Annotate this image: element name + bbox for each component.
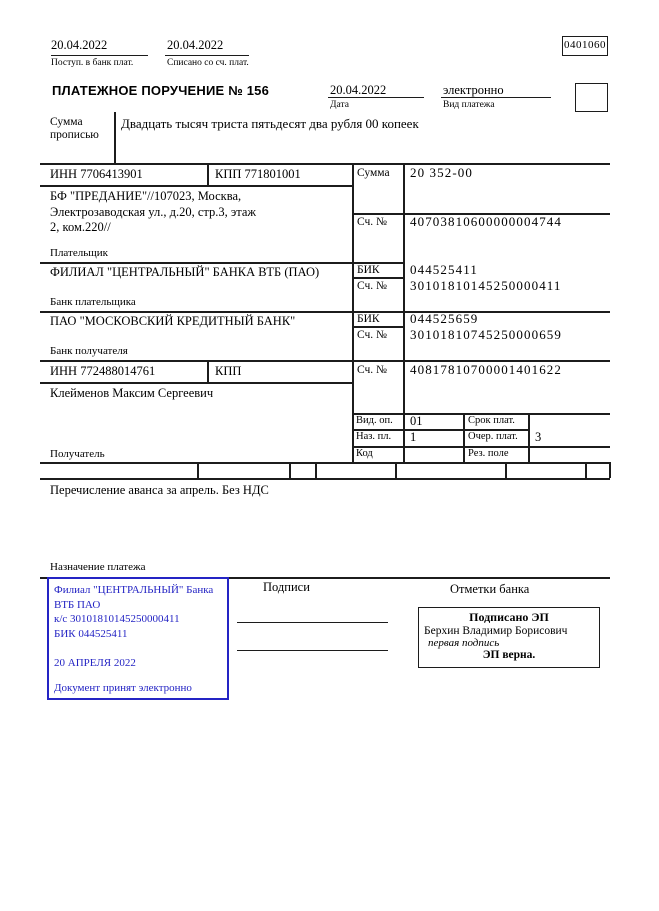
amount-value: 20 352-00	[410, 165, 473, 180]
debited-from-account-label: Списано со сч. плат.	[167, 58, 249, 68]
payment-kind-box	[575, 83, 608, 112]
table-line	[289, 462, 291, 478]
electronic-signature-box	[418, 607, 600, 668]
payee-kpp-label: КПП	[215, 364, 242, 378]
payee-inn: ИНН 772488014761	[50, 364, 156, 378]
payee-bank-bik: 044525659	[410, 311, 479, 326]
payee-bank-account: 30101810745250000659	[410, 327, 562, 342]
table-line	[352, 326, 403, 328]
payer-name-line: БФ "ПРЕДАНИЕ"//107023, Москва,	[50, 189, 242, 203]
payee-bank-bik-label: БИК	[357, 313, 380, 325]
table-line	[197, 462, 199, 478]
payer-account-number: 40703810600000004744	[410, 214, 562, 229]
document-date: 20.04.2022	[330, 83, 387, 97]
table-line	[40, 185, 352, 187]
table-line	[395, 462, 397, 478]
debited-from-account-date: 20.04.2022	[167, 38, 224, 52]
table-line	[40, 311, 610, 313]
payee-account-label: Сч. №	[357, 364, 388, 376]
payee-label: Получатель	[50, 448, 105, 460]
table-line	[207, 360, 209, 382]
stamp-date: 20 АПРЕЛЯ 2022	[54, 656, 136, 669]
signatures-label: Подписи	[263, 580, 310, 594]
bank-stamp	[47, 577, 229, 700]
payee-bank-account-label: Сч. №	[357, 329, 388, 341]
priority-value: 3	[535, 430, 542, 444]
received-in-bank-date: 20.04.2022	[51, 38, 108, 52]
payer-account-label: Сч. №	[357, 216, 388, 228]
payer-name-line: Электрозаводская ул., д.20, стр.3, этаж	[50, 204, 257, 219]
payment-kind-label: Вид платежа	[443, 100, 495, 110]
stamp-line: к/с 30101810145250000411	[54, 613, 180, 625]
payer-bank-account-label: Сч. №	[357, 280, 388, 292]
payer-label: Плательщик	[50, 247, 108, 259]
reserve-field-label: Рез. поле	[468, 448, 509, 459]
payment-purpose-text: Перечисление аванса за апрель. Без НДС	[50, 483, 269, 497]
payment-purpose-code-label: Наз. пл.	[356, 431, 392, 442]
payer-name-address	[50, 189, 256, 236]
amount-in-words-label: Сумма прописью	[50, 116, 99, 142]
code-label: Код	[356, 448, 373, 459]
amount-in-words-text: Двадцать тысяч триста пятьдесят два рубля 00 копеек	[121, 116, 419, 131]
table-line	[403, 163, 405, 462]
bank-marks-label: Отметки банка	[450, 582, 530, 596]
table-line	[40, 462, 610, 464]
signature-line	[237, 622, 388, 623]
table-line	[352, 163, 354, 462]
esign-title: Подписано ЭП	[469, 610, 549, 624]
payer-bank-account: 30101810145250000411	[410, 278, 562, 293]
payment-purpose-label: Назначение платежа	[50, 561, 146, 573]
form-code-box: 0401060	[562, 36, 608, 56]
date-label: Дата	[330, 100, 349, 110]
stamp-line	[54, 641, 222, 656]
due-date-label: Срок плат.	[468, 415, 515, 426]
payee-bank-name: ПАО "МОСКОВСКИЙ КРЕДИТНЫЙ БАНК"	[50, 314, 296, 328]
payee-name: Клейменов Максим Сергеевич	[50, 386, 214, 400]
table-line	[585, 462, 587, 478]
amount-label: Сумма	[357, 167, 390, 179]
payer-bank-name: ФИЛИАЛ "ЦЕНТРАЛЬНЫЙ" БАНКА ВТБ (ПАО)	[50, 265, 320, 279]
table-line	[528, 413, 530, 462]
field-underline	[165, 55, 249, 56]
table-line	[505, 462, 507, 478]
stamp-line: БИК 044525411	[54, 627, 128, 640]
stamp-line: Филиал "ЦЕНТРАЛЬНЫЙ" Банка	[54, 584, 214, 596]
table-line	[114, 112, 116, 163]
payer-bank-label: Банк плательщика	[50, 296, 136, 308]
payee-account-number: 40817810700001401622	[410, 362, 562, 377]
table-line	[315, 462, 317, 478]
table-line	[463, 413, 465, 462]
field-underline	[51, 55, 148, 56]
esign-verdict: ЭП верна.	[482, 649, 536, 661]
payer-kpp: КПП 771801001	[215, 167, 301, 181]
payment-purpose-code-value: 1	[410, 430, 417, 444]
payer-bank-bik: 044525411	[410, 262, 478, 277]
payer-inn: ИНН 7706413901	[50, 167, 143, 181]
received-in-bank-label: Поступ. в банк плат.	[51, 58, 134, 68]
field-underline	[328, 97, 424, 98]
esign-signer-name: Берхин Владимир Борисович	[424, 625, 568, 637]
field-underline	[441, 97, 551, 98]
document-title: ПЛАТЕЖНОЕ ПОРУЧЕНИЕ № 156	[52, 83, 270, 98]
stamp-accepted-note: Документ принят электронно	[54, 681, 192, 694]
payee-bank-label: Банк получателя	[50, 345, 128, 357]
payer-name-line: 2, ком.220//	[50, 220, 111, 234]
table-line	[352, 277, 403, 279]
stamp-line: ВТБ ПАО	[54, 598, 101, 611]
priority-label: Очер. плат.	[468, 431, 518, 442]
operation-type-label: Вид. оп.	[356, 415, 393, 426]
operation-type-value: 01	[410, 414, 423, 428]
payer-bank-bik-label: БИК	[357, 264, 380, 276]
table-line	[207, 163, 209, 185]
table-line	[40, 478, 610, 480]
table-line	[40, 382, 352, 384]
esign-signature-role: первая подпись	[428, 637, 500, 649]
table-line	[40, 262, 403, 264]
signature-line	[237, 650, 388, 651]
payment-kind-value: электронно	[443, 83, 504, 97]
table-line	[609, 462, 611, 478]
table-line	[40, 163, 610, 165]
